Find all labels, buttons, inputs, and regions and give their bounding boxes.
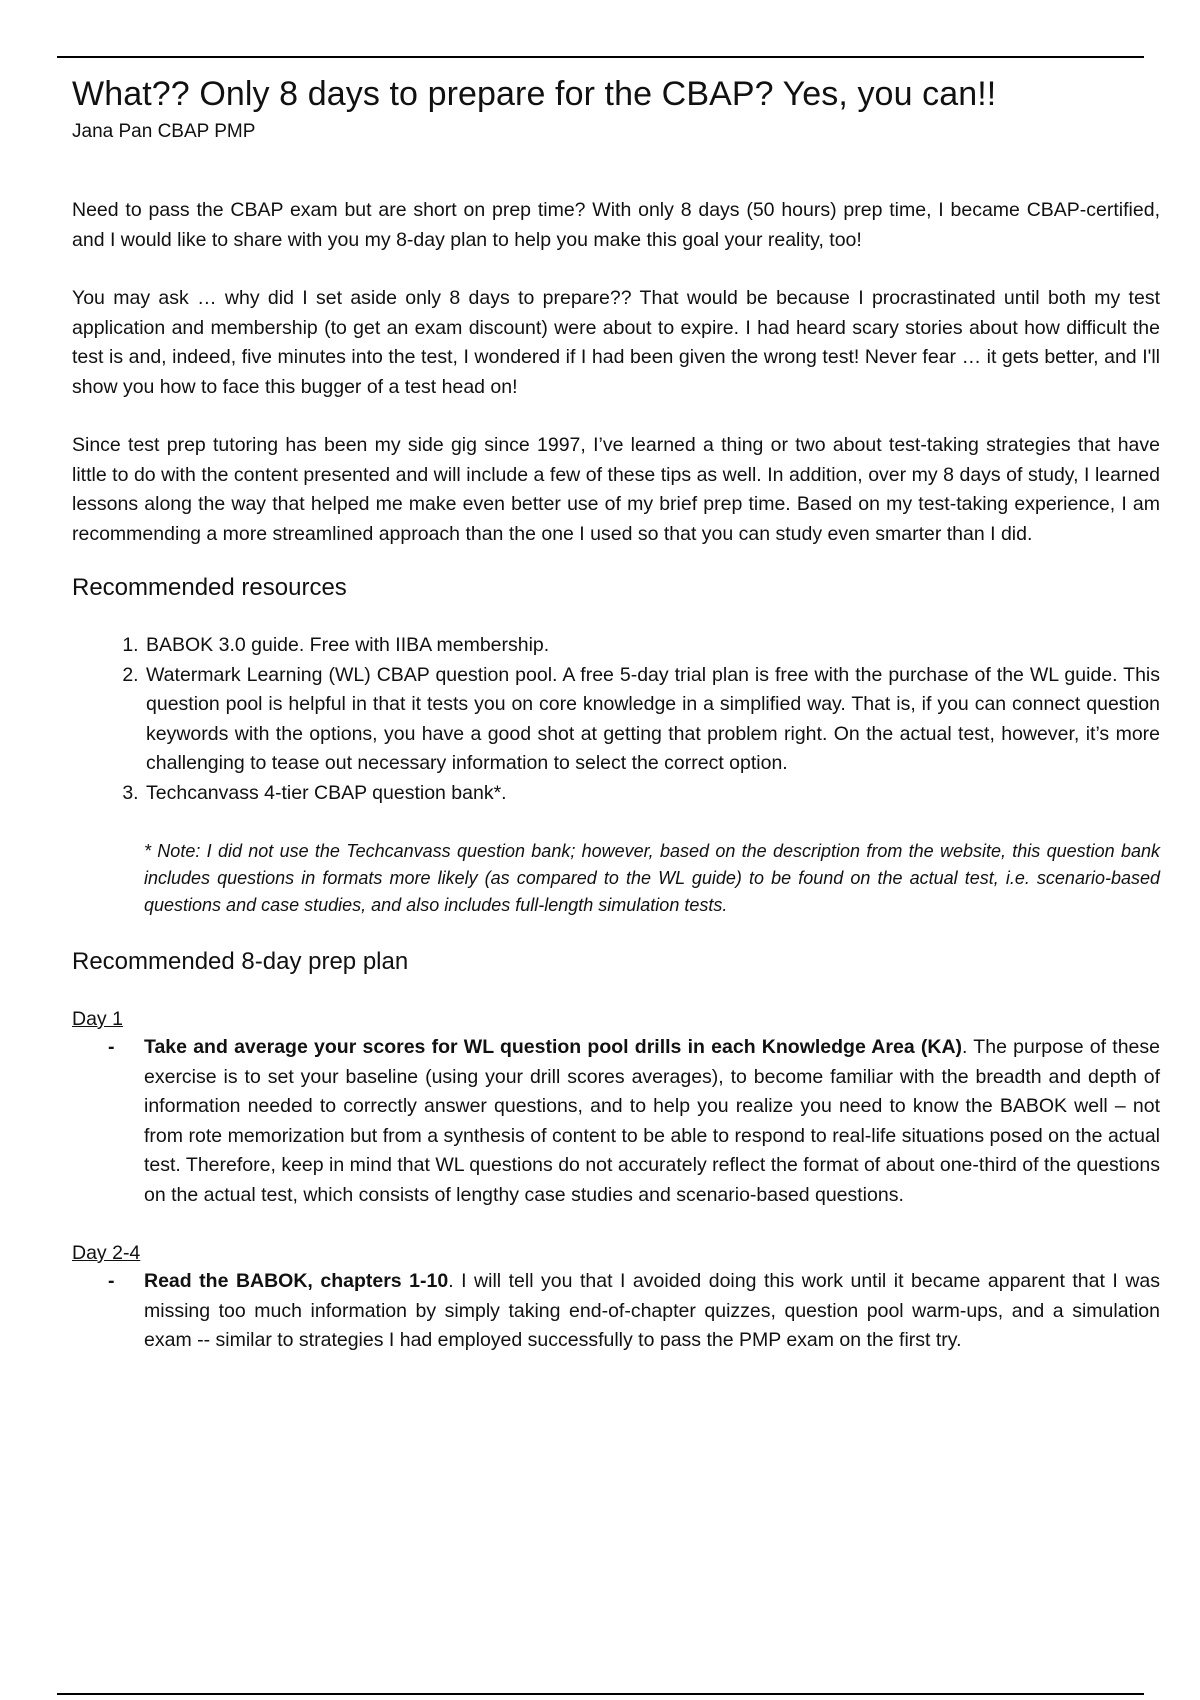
- resource-item: 1. BABOK 3.0 guide. Free with IIBA membership.: [144, 631, 1160, 661]
- bullet-text: . I will tell you that I avoided doing this work until it became apparent that I was missing too much information by simply taking end-of-chapter quizzes, question pool warm-ups, and a simulation exam -- similar to strategies I had employed successfully to pass the PMP exam on the first try.: [144, 1270, 1161, 1351]
- plan-bullet: [72, 1267, 1160, 1356]
- resources-heading: Recommended resources: [72, 574, 347, 601]
- resource-item: 3. Techcanvass 4-tier CBAP question bank*.: [144, 779, 1160, 809]
- bullet-dash: -: [108, 1036, 115, 1058]
- intro-paragraph: Since test prep tutoring has been my side gig since 1997, I’ve learned a thing or two about test-taking strategies that have little to do with the content presented and will include a few of these tips as well. In addition, over my 8 days of study, I learned lessons along the way that helped me make even better use of my brief prep time. Based on my test-taking experience, I am recommending a more streamlined approach than the one I used so that you can study even smarter than I did.: [72, 434, 1160, 545]
- resource-item: 2. Watermark Learning (WL) CBAP question pool. A free 5-day trial plan is free with the purchase of the WL guide. This question pool is helpful in that it tests you on core knowledge in a simplified way. That is, if you can connect question keywords with the options, you have a good shot at getting that problem right. On the actual test, however, it’s more challenging to tease out necessary information to select the correct option.: [144, 661, 1160, 779]
- plan-bullet: [72, 1033, 1160, 1210]
- bullet-bold-lead: Read the BABOK, chapters 1-10: [144, 1270, 449, 1292]
- plan-heading: Recommended 8-day prep plan: [72, 948, 409, 975]
- document-page: [72, 70, 1160, 1385]
- bullet-dash: -: [108, 1270, 115, 1292]
- intro-paragraph: You may ask … why did I set aside only 8 days to prepare?? That would be because I procrastinated until both my test application and membership (to get an exam discount) were about to expire. I had heard scary stories about how difficult the test is and, indeed, five minutes into the test, I wondered if I had been given the wrong test! Never fear … it gets better, and I'll show you how to face this bugger of a test head on!: [72, 287, 1160, 398]
- resources-note: * Note: I did not use the Techcanvass question bank; however, based on the description from the website, this question bank includes questions in formats more likely (as compared to the WL guide) to be found on the actual test, i.e. scenario-based questions and case studies, and also includes full-length simulation tests.: [144, 841, 1160, 915]
- intro-paragraph: Need to pass the CBAP exam but are short on prep time? With only 8 days (50 hours) prep time, I became CBAP-certified, and I would like to share with you my 8-day plan to help you make this goal your reality, too!: [72, 199, 1160, 251]
- document-title: What?? Only 8 days to prepare for the CBAP? Yes, you can!!: [72, 75, 997, 113]
- day-heading: Day 2-4: [72, 1242, 141, 1264]
- document-author: Jana Pan CBAP PMP: [72, 121, 256, 142]
- bullet-text: . The purpose of these exercise is to set your baseline (using your drill scores averages), to become familiar with the breadth and depth of information needed to correctly answer questions, and to help you realize you need to know the BABOK well – not from rote memorization but from a synthesis of content to be able to respond to real-life situations posed on the actual test. Therefore, keep in mind that WL questions do not accurately reflect the format of about one-third of the questions on the actual test, which consists of lengthy case studies and scenario-based questions.: [144, 1036, 1160, 1206]
- bullet-bold-lead: Take and average your scores for WL question pool drills in each Knowledge Area (KA): [144, 1036, 963, 1058]
- top-rule: [57, 56, 1144, 58]
- bottom-rule: [57, 1693, 1144, 1695]
- day-heading: Day 1: [72, 1008, 123, 1030]
- resources-list: [72, 631, 1160, 808]
